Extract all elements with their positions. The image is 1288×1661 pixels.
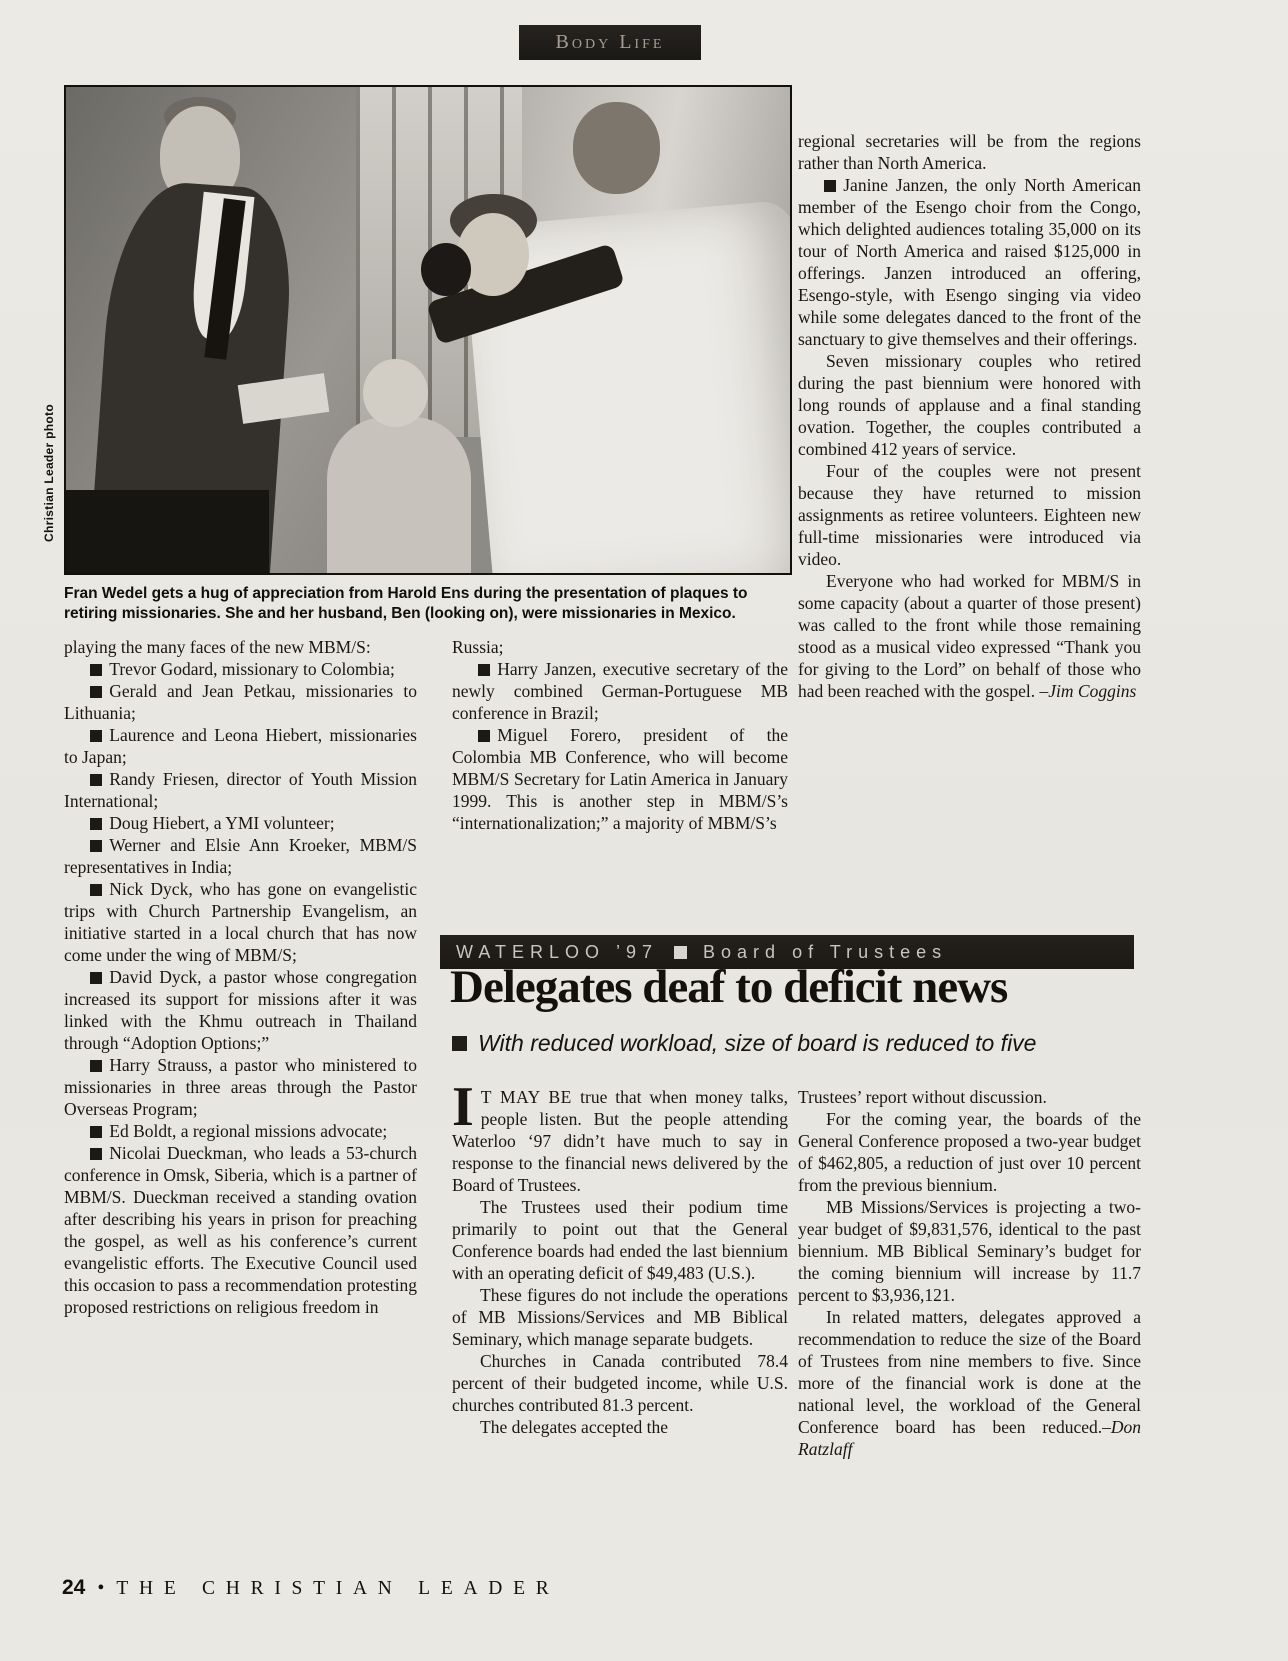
paragraph: MB Missions/Services is projecting a two-year budget of $9,831,576, identical to the past biennium. MB Biblical Seminary’s budget for the coming biennium will increase by 11.7 percent to $3,936,121. [798,1197,1141,1305]
author-byline: –Don Ratzlaff [798,1417,1141,1459]
paragraph: Nicolai Dueckman, who leads a 53-church conference in Omsk, Siberia, which is a partner of MBM/S. Dueckman received a standing ovation after describing his years in prison for preaching the gospel, as well as his conference’s current evangelistic efforts. The Executive Council used this occasion to pass a recommendation protesting proposed restrictions on religious freedom in [64,1143,417,1317]
bullet-square-icon [90,840,102,852]
paragraph: Nick Dyck, who has gone on evangelistic trips with Church Partnership Evangelism, an initiative started in a local church that has now come under the wing of MBM/S; [64,879,417,965]
paragraph: For the coming year, the boards of the General Conference proposed a two-year budget of $462,805, a reduction of just over 10 percent from the previous biennium. [798,1109,1141,1195]
paragraph: Randy Friesen, director of Youth Mission International; [64,769,417,811]
article-photo [64,85,792,575]
paragraph: regional secretaries will be from the regions rather than North America. [798,131,1141,173]
kicker-section-label: Board of Trustees [703,941,948,962]
article-headline: Delegates deaf to deficit news [450,961,1008,1013]
paragraph: Seven missionary couples who retired during the past biennium were honored with long rounds of applause and a final standing ovation. Together, the couples contributed a combined 412 years of service. [798,351,1141,459]
paragraph: The Trustees used their podium time primarily to point out that the General Conference boards had ended the last biennium with an operating deficit of $49,483 (U.S.). [452,1197,788,1283]
paragraph: playing the many faces of the new MBM/S: [64,637,371,657]
deck-text: With reduced workload, size of board is reduced to five [478,1030,1037,1056]
page-footer [62,1576,559,1600]
photo-man-right-head [573,102,660,194]
bullet-square-icon [824,180,836,192]
paragraph: Janine Janzen, the only North American member of the Esengo choir from the Congo, which delighted audiences totaling 35,000 on its tour of North America and raised $125,000 in offerings. Janzen introduced an offering, Esengo-style, with Esengo singing via video while some delegates danced to the front of the sanctuary to give themselves and their offerings. [798,175,1141,349]
paragraph: Harry Strauss, a pastor who ministered to missionaries in three areas through the Pastor Overseas Program; [64,1055,417,1119]
paragraph: Churches in Canada contributed 78.4 percent of their budgeted income, while U.S. churches contributed 81.3 percent. [452,1351,788,1415]
magazine-title: THE CHRISTIAN LEADER [116,1578,560,1599]
photo-seated-woman-body [327,417,472,573]
bullet-square-icon [90,664,102,676]
page-number: 24 [62,1576,86,1599]
photo-credit: Christian Leader photo [42,404,56,542]
section-banner [519,25,701,60]
article-column-right [798,130,1141,702]
photo-table [66,490,269,573]
paragraph: Laurence and Leona Hiebert, missionaries to Japan; [64,725,417,767]
bullet-square-icon [90,1148,102,1160]
paragraph: Doug Hiebert, a YMI volunteer; [64,812,417,834]
bullet-square-icon [90,884,102,896]
lead-caps: T MAY BE [480,1087,581,1107]
bullet-square-icon [90,774,102,786]
bullet-square-icon [90,1126,102,1138]
kicker-event-label: WATERLOO ’97 [456,941,659,962]
paragraph: I T MAY BE true that when money talks, people listen. But the people attending Waterloo ‘97 didn’t have much to say in response to the financial news delivered by the Board of Trustees. [452,1076,788,1195]
bullet-square-icon [90,818,102,830]
article-deck [452,1030,1036,1057]
paragraph: The delegates accepted the [480,1417,669,1437]
bullet-square-icon [90,730,102,742]
footer-bullet: • [97,1577,105,1599]
paragraph: Trevor Godard, missionary to Colombia; [64,658,417,680]
paragraph: Russia; [452,637,504,657]
bullet-square-icon [478,664,490,676]
bullet-square-icon [90,972,102,984]
paragraph: Everyone who had worked for MBM/S in some capacity (about a quarter of those present) was called to the front while those remaining stood as a musical video expressed “Thank you for giving to the Lord” on behalf of those who had been reached with the gospel. –Jim Coggins [798,571,1141,701]
square-separator-icon [674,946,687,959]
photo-caption: Fran Wedel gets a hug of appreciation from Harold Ens during the presentation of plaques to retiring missionaries. She and her husband, Ben (looking on), were missionaries in Mexico. [64,585,748,623]
paragraph: Miguel Forero, president of the Colombia MB Conference, who will become MBM/S Secretary for Latin America in January 1999. This is another step in MBM/S’s “internationalization;” a majority of MBM/S’s [452,725,788,833]
paragraph: Harry Janzen, executive secretary of the newly combined German-Portuguese MB conference in Brazil; [452,659,788,723]
paragraph: These figures do not include the operations of MB Missions/Services and MB Biblical Seminary, which manage separate budgets. [452,1285,788,1349]
bullet-square-icon [90,686,102,698]
article-column-middle [452,636,788,834]
photo-fran-head [457,213,529,296]
author-byline: –Jim Coggins [1039,681,1137,701]
paragraph: Ed Boldt, a regional missions advocate; [64,1120,417,1142]
paragraph: Trustees’ report without discussion. [798,1087,1047,1107]
paragraph: Four of the couples were not present because they have returned to mission assignments as retiree volunteers. Eighteen new full-time missionaries were introduced via video. [798,461,1141,569]
photo-seated-woman-head [363,359,428,427]
paragraph: David Dyck, a pastor whose congregation increased its support for missions after it was linked with the Khmu outreach in Thailand through “Adoption Options;” [64,967,417,1053]
deficit-column-left [452,1076,788,1438]
article-column-left [64,636,417,1318]
section-banner-label: Body Life [555,31,665,53]
bullet-square-icon [478,730,490,742]
deck-square-icon [452,1036,467,1051]
paragraph: In related matters, delegates approved a recommendation to reduce the size of the Board of Trustees from nine members to five. Since more of the financial work is done at the national level, the workload of the General Conference board has been reduced.–Don Ratzlaff [798,1307,1141,1459]
photo-hand [421,243,472,296]
deficit-column-right [798,1086,1141,1460]
bullet-square-icon [90,1060,102,1072]
paragraph: Werner and Elsie Ann Kroeker, MBM/S representatives in India; [64,835,417,877]
paragraph: Gerald and Jean Petkau, missionaries to Lithuania; [64,681,417,723]
drop-cap: I [452,1076,474,1138]
